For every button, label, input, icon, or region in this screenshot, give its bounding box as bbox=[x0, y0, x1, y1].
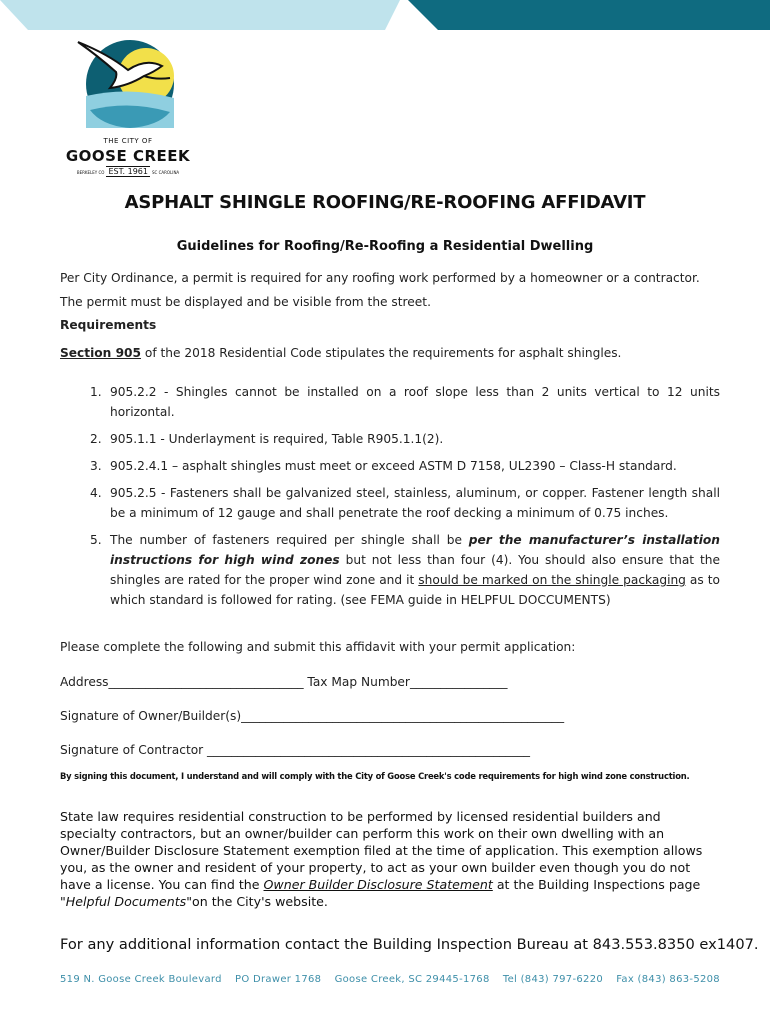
banner-dark-band bbox=[408, 0, 770, 30]
section-905-link[interactable]: Section 905 bbox=[60, 346, 142, 360]
footer bbox=[60, 974, 720, 985]
contact-line: For any additional information contact the Building Inspection Bureau at 843.553.8350 ex1407. bbox=[60, 936, 759, 953]
list-item: 2. 905.1.1 - Underlayment is required, Table R905.1.1(2). bbox=[90, 432, 444, 446]
banner-graphic bbox=[0, 0, 770, 30]
document-title: ASPHALT SHINGLE ROOFING/RE-ROOFING AFFIDAVIT bbox=[124, 192, 646, 213]
list-item: 5. The number of fasteners required per shingle shall be per the manufacturer’s installation instructions for high wind zones but not less than four (4). You should also ensure that the shingles are rated for the proper wind zone and it should be marked on the shingle packaging as to which standard is followed for rating. (see FEMA guide in HELPFUL DOCCUMENTS) bbox=[90, 533, 720, 607]
footer-city: Goose Creek, SC 29445-1768 bbox=[334, 974, 490, 985]
intro-line-1: Per City Ordinance, a permit is required for any roofing work performed by a homeowner or a contractor. bbox=[60, 271, 700, 285]
list-item: 1. 905.2.2 - Shingles cannot be installed on a roof slope less than 2 units vertical to 12 units horizontal. bbox=[90, 385, 720, 419]
footer-telephone: Tel (843) 797-6220 bbox=[502, 974, 604, 985]
logo-established: BERKELEY CO EST. 1961 SC CAROLINA bbox=[76, 167, 180, 176]
complete-instructions: Please complete the following and submit this affidavit with your permit application: bbox=[60, 640, 576, 654]
logo-goose-creek: GOOSE CREEK bbox=[65, 147, 191, 165]
requirements-list bbox=[60, 382, 720, 617]
footer-fax: Fax (843) 863-5208 bbox=[616, 974, 720, 985]
city-logo bbox=[58, 36, 198, 181]
logo-city-of: THE CITY OF bbox=[103, 137, 153, 145]
intro-line-2: The permit must be displayed and be visible from the street. bbox=[60, 295, 431, 309]
top-banner bbox=[0, 0, 770, 30]
state-law-paragraph: State law requires residential construction to be performed by licensed residential builders and specialty contractors, but an owner/builder can perform this work on their own dwelling with an Owner/Builder Disclosure Statement exemption filed at the time of application. This exemption allows you, as the owner and resident of your property, to act as your own builder even though you do not have a license. You can find the Owner Builder Disclosure Statement at the Building Inspections page "Helpful Documents"on the City's website. bbox=[60, 809, 703, 909]
goose-logo-icon bbox=[58, 36, 198, 136]
owner-signature-field[interactable]: Signature of Owner/Builder(s)_____________________________________________________ bbox=[60, 709, 565, 723]
list-item: 3. 905.2.4.1 – asphalt shingles must meet or exceed ASTM D 7158, UL2390 – Class-H standard. bbox=[90, 459, 677, 473]
address-taxmap-field[interactable]: Address________________________________ Tax Map Number________________ bbox=[60, 675, 508, 689]
banner-light-band bbox=[0, 0, 400, 30]
contractor-signature-field[interactable]: Signature of Contractor _____________________________________________________ bbox=[60, 743, 531, 757]
list-item: 4. 905.2.5 - Fasteners shall be galvanized steel, stainless, aluminum, or copper. Fastener length shall be a minimum of 12 gauge and shall penetrate the roof decking a minimum of 0.75 inches. bbox=[90, 486, 720, 520]
section-paragraph: Section 905 of the 2018 Residential Code stipulates the requirements for asphalt shingles. bbox=[60, 346, 622, 360]
signing-statement: By signing this document, I understand and will comply with the City of Goose Creek's code requirements for high wind zone construction. bbox=[60, 771, 690, 781]
footer-address: 519 N. Goose Creek Boulevard bbox=[60, 974, 222, 985]
document-subtitle: Guidelines for Roofing/Re-Roofing a Residential Dwelling bbox=[176, 239, 594, 254]
requirements-heading: Requirements bbox=[60, 318, 157, 332]
owner-builder-disclosure-link[interactable]: Owner Builder Disclosure Statement bbox=[263, 877, 493, 892]
footer-po-box: PO Drawer 1768 bbox=[235, 974, 322, 985]
